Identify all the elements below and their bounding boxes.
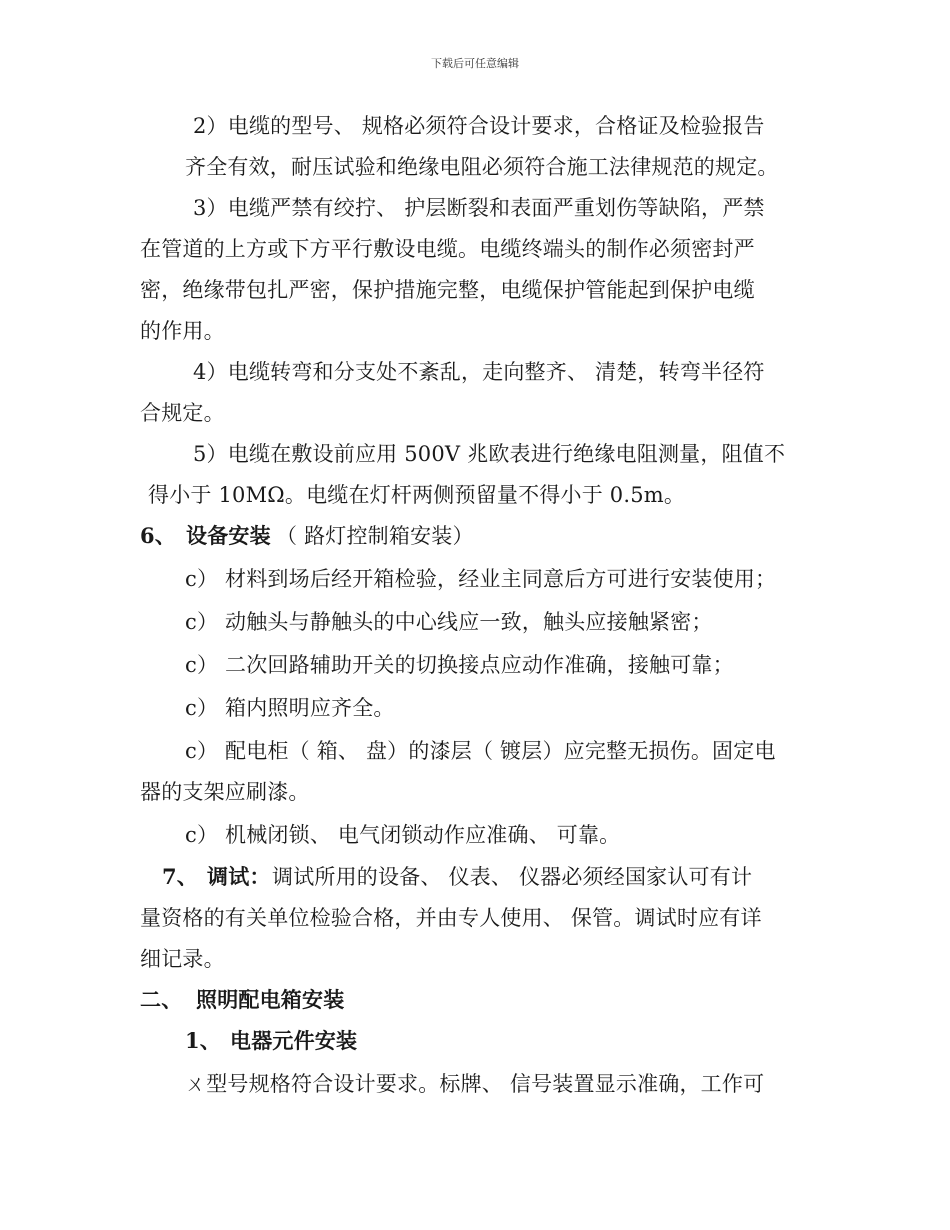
section-heading-subtitle: （ 路灯控制箱安装） [276, 524, 474, 548]
text-line: ㄨ型号规格符合设计要求。标牌、 信号装置显示准确，工作可 [185, 1072, 765, 1096]
list-item: c） 二次回路辅助开关的切换接点应动作准确，接触可靠； [185, 653, 734, 677]
subsection-number-1: 1、 [185, 1028, 222, 1053]
section-heading-debug: 调试： [207, 864, 271, 889]
section-number-6: 6、 [140, 523, 177, 548]
text-line: 3）电缆严禁有绞拧、 护层断裂和表面严重划伤等缺陷，严禁 [193, 196, 765, 220]
subsection-heading-components: 电器元件安装 [230, 1028, 358, 1053]
text-line: 合规定。 [140, 401, 225, 425]
text-line: 细记录。 [140, 947, 225, 971]
text-line: 调试所用的设备、 仪表、 仪器必须经国家认可有计 [272, 865, 753, 889]
text-line: 2）电缆的型号、 规格必须符合设计要求，合格证及检验报告 [193, 114, 765, 138]
page-header: 下载后可任意编辑 [431, 57, 519, 70]
text-line: 的作用。 [140, 319, 225, 343]
section-number-7: 7、 [162, 864, 199, 889]
section-number-2: 二、 [140, 987, 183, 1012]
list-item: c） 材料到场后经开箱检验，经业主同意后方可进行安装使用； [185, 567, 777, 591]
list-item: c） 箱内照明应齐全。 [185, 696, 395, 720]
section-heading-equipment-install: 设备安装 [186, 523, 271, 548]
text-line: 4）电缆转弯和分支处不紊乱，走向整齐、 清楚，转弯半径符 [193, 360, 765, 384]
text-line: 量资格的有关单位检验合格，并由专人使用、 保管。调试时应有详 [140, 906, 762, 930]
text-line: 得小于 10MΩ。电缆在灯杆两侧预留量不得小于 0.5m。 [148, 483, 686, 507]
text-line: 齐全有效，耐压试验和绝缘电阻必须符合施工法律规范的规定。 [185, 155, 779, 179]
text-line: 密，绝缘带包扎严密，保护措施完整，电缆保护管能起到保护电缆 [140, 278, 755, 302]
list-item: c） 动触头与静触头的中心线应一致，触头应接触紧密； [185, 610, 713, 634]
section-heading-lighting-box: 照明配电箱安装 [196, 987, 345, 1012]
text-line: 5）电缆在敷设前应用 500V 兆欧表进行绝缘电阻测量，阻值不 [193, 442, 786, 466]
list-item: c） 配电柜（ 箱、 盘）的漆层（ 镀层）应完整无损伤。固定电 [185, 739, 776, 763]
text-line: 器的支架应刷漆。 [140, 780, 310, 804]
text-line: 在管道的上方或下方平行敷设电缆。电缆终端头的制作必须密封严 [140, 237, 755, 261]
list-item: c） 机械闭锁、 电气闭锁动作应准确、 可靠。 [185, 823, 621, 847]
